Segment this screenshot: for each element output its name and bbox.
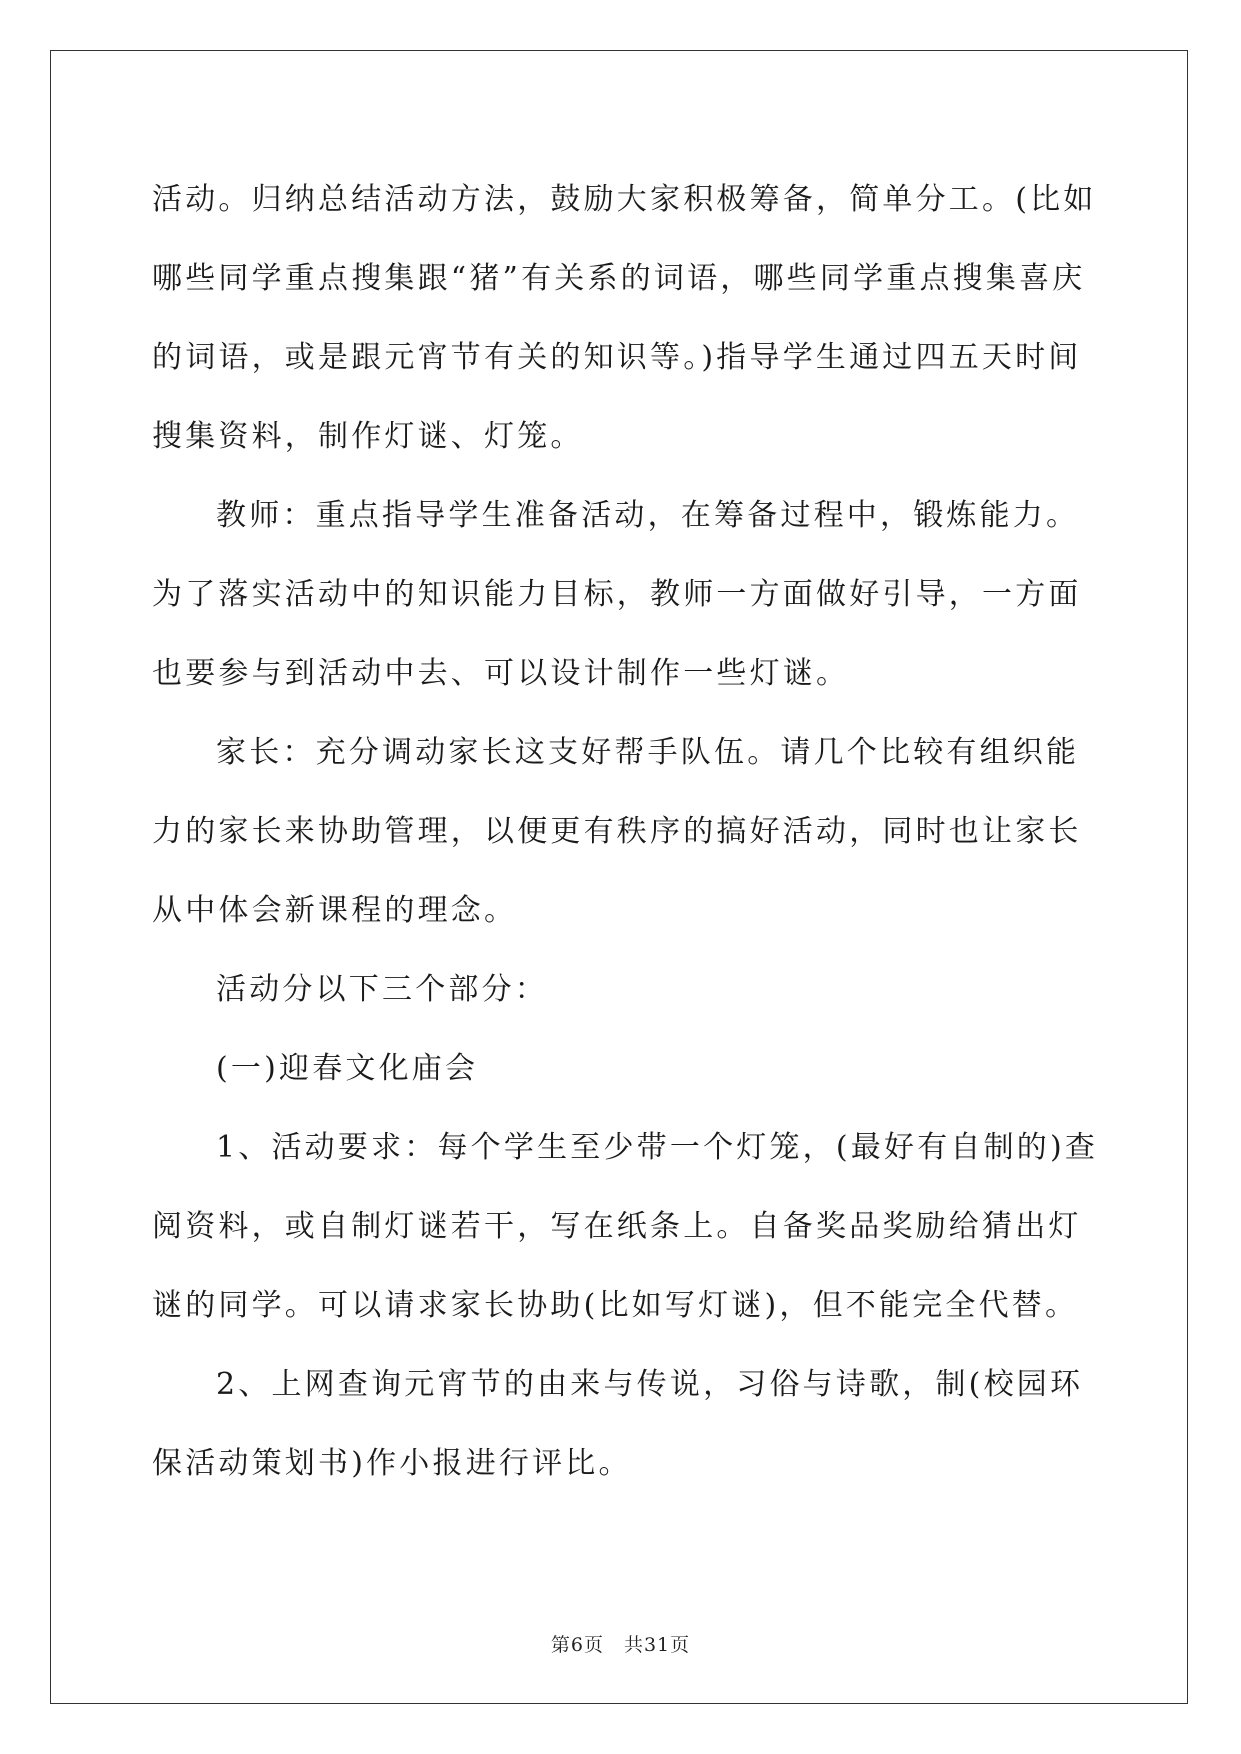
paragraph-5-heading: (一)迎春文化庙会 xyxy=(216,1051,479,1086)
document-body xyxy=(152,160,1102,1503)
paragraph-2: 教师：重点指导学生准备活动，在筹备过程中，锻炼能力。为了落实活动中的知识能力目标，教师一方面做好引导，一方面也要参与到活动中去、可以设计制作一些灯谜。 xyxy=(152,498,1082,691)
paragraph-1: 活动。归纳总结活动方法，鼓励大家积极筹备，简单分工。(比如哪些同学重点搜集跟“猪”有关系的词语，哪些同学重点搜集喜庆的词语，或是跟元宵节有关的知识等。)指导学生通过四五天时间搜集资料，制作灯谜、灯笼。 xyxy=(152,182,1097,454)
paragraph-3: 家长：充分调动家长这支好帮手队伍。请几个比较有组织能力的家长来协助管理，以便更有秩序的搞好活动，同时也让家长从中体会新课程的理念。 xyxy=(152,735,1082,928)
page-footer xyxy=(0,1630,1241,1657)
paragraph-7: 2、上网查询元宵节的由来与传说，习俗与诗歌，制(校园环保活动策划书)作小报进行评比。 xyxy=(152,1367,1084,1481)
paragraph-6: 1、活动要求：每个学生至少带一个灯笼，(最好有自制的)查阅资料，或自制灯谜若干，写在纸条上。自备奖品奖励给猜出灯谜的同学。可以请求家长协助(比如写灯谜)，但不能完全代替。 xyxy=(152,1130,1099,1323)
page-number: 第6页 共31页 xyxy=(550,1634,691,1656)
paragraph-4: 活动分以下三个部分： xyxy=(216,972,548,1007)
